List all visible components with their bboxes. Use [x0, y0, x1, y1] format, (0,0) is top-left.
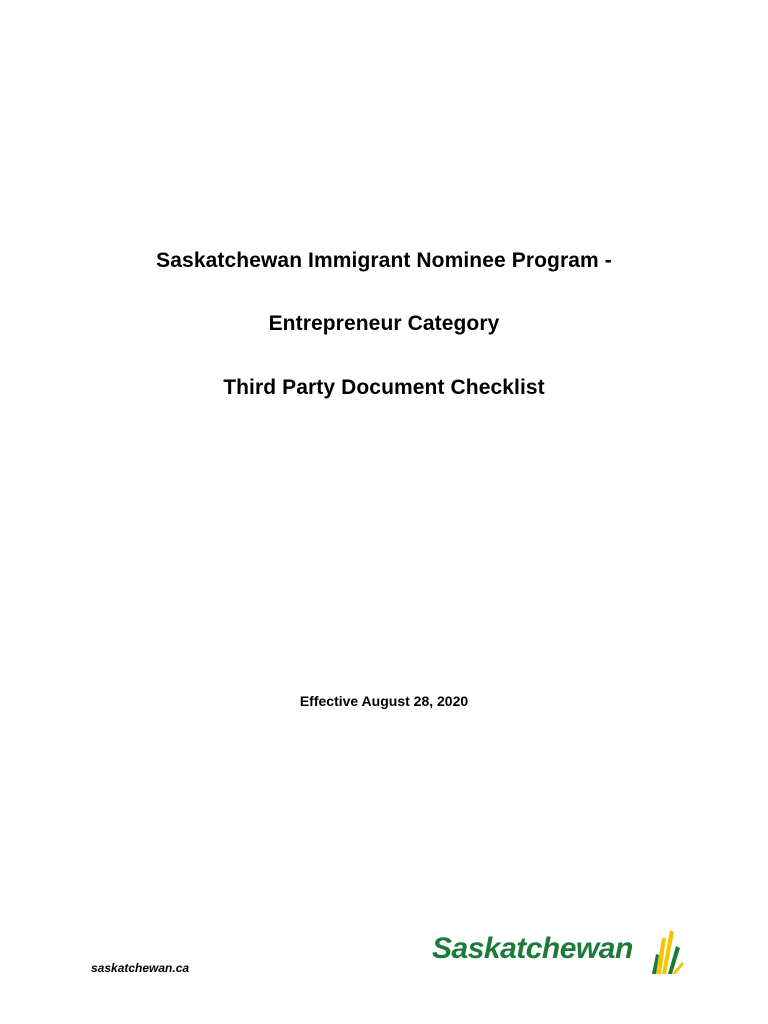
saskatchewan-logo [432, 928, 684, 976]
title-line-category: Entrepreneur Category [268, 312, 500, 335]
wheat-sheaf-icon [646, 928, 684, 976]
logo-wordmark: Saskatchewan [432, 932, 633, 965]
footer-website: saskatchewan.ca [91, 961, 190, 975]
title-line-checklist: Third Party Document Checklist [223, 376, 545, 399]
effective-date: Effective August 28, 2020 [299, 693, 469, 709]
title-line-program: Saskatchewan Immigrant Nominee Program - [156, 249, 612, 272]
